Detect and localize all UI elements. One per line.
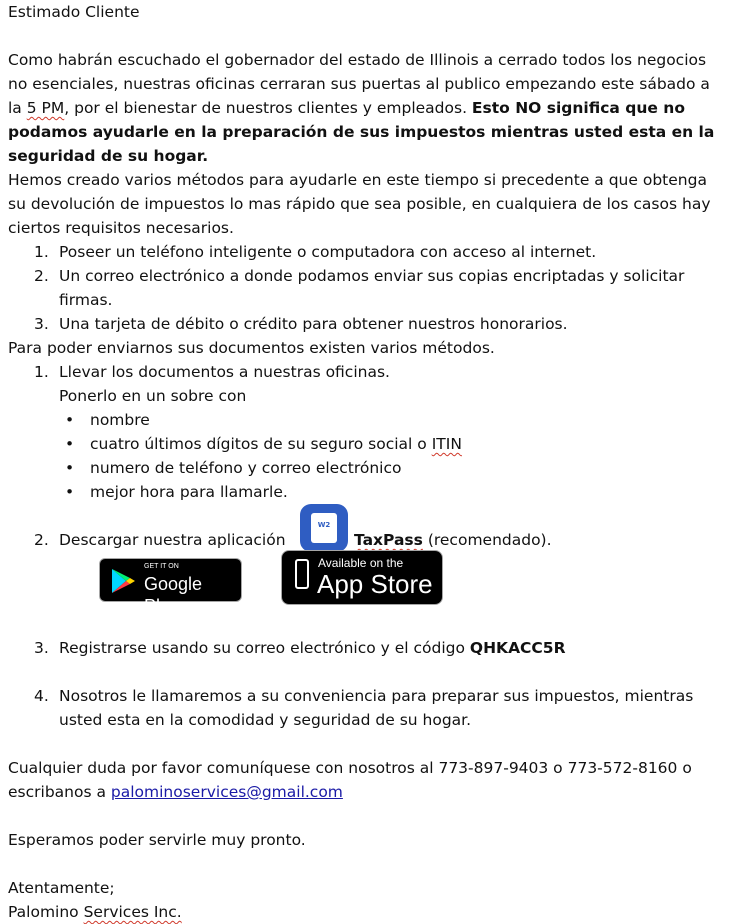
taxpass-app-icon[interactable]: [300, 504, 348, 552]
phone-icon: [295, 559, 309, 589]
contact-paragraph: [8, 756, 728, 804]
envelope-bullets: [59, 408, 728, 504]
registration-code: QHKACC5R: [469, 639, 566, 657]
methods-list-cont: [8, 636, 728, 660]
company-first: Palomino: [8, 903, 84, 921]
method3-text: Registrarse usando su correo electrónico y el código: [59, 639, 470, 657]
app-name: TaxPass: [354, 531, 423, 549]
method2-text: Descargar nuestra aplicación: [59, 531, 286, 549]
bullet-dot: •: [65, 435, 75, 453]
bullet-text: nombre: [90, 411, 150, 429]
method-item-2: [8, 504, 728, 552]
bullet-text: mejor hora para llamarle.: [90, 483, 288, 501]
store-badges: [8, 552, 728, 616]
requirement-text: Poseer un teléfono inteligente o computadora con acceso al internet.: [59, 243, 597, 261]
company-wavy: Services Inc.: [83, 903, 182, 921]
method-item-4: [8, 684, 728, 732]
method1-line2: Ponerlo en un sobre con: [59, 387, 247, 405]
send-intro: Para poder enviarnos sus documentos existen varios métodos.: [8, 339, 495, 357]
list-number: 2.: [34, 267, 49, 285]
bullet-dot: •: [65, 483, 75, 501]
list-number: 4.: [34, 687, 49, 705]
method1-line1: Llevar los documentos a nuestras oficinas.: [59, 363, 390, 381]
method2-appname-line: [354, 528, 552, 552]
bullet-text: cuatro últimos dígitos de su seguro social o: [90, 435, 432, 453]
company-name: [8, 900, 728, 924]
method4-text: Nosotros le llamaremos a su conveniencia para preparar sus impuestos, mientras usted esta en la comodidad y seguridad de su hogar.: [59, 687, 694, 729]
google-play-icon: [109, 567, 137, 595]
email-link[interactable]: palominoservices@gmail.com: [110, 783, 343, 801]
greeting: Estimado Cliente: [8, 3, 140, 21]
bullet-dot: •: [65, 411, 75, 429]
google-play-big: Google Play: [144, 574, 203, 616]
method-item-1: [8, 360, 728, 504]
itin-text: ITIN: [431, 435, 462, 453]
contact-text: Cualquier duda por favor comuníquese con nosotros al 773-897-9403 o 773-572-8160 o escribanos a: [8, 759, 692, 801]
method-item-3: [8, 636, 728, 660]
method2-suffix: (recomendado).: [422, 531, 552, 549]
google-play-small: GET IT ON: [144, 563, 179, 570]
app-store-badge[interactable]: [281, 550, 443, 605]
requirement-item: [8, 264, 728, 312]
requirement-text: Una tarjeta de débito o crédito para obtener nuestros honorarios.: [59, 315, 568, 333]
bullet-item: [59, 456, 728, 480]
w2-label: W2: [317, 521, 331, 529]
bullet-item: [59, 408, 728, 432]
list-number: 3.: [34, 315, 49, 333]
intro-text-2: , por el bienestar de nuestros clientes y empleados.: [64, 99, 472, 117]
signoff: Atentamente;: [8, 879, 115, 897]
intro-time: 5 PM: [26, 99, 65, 117]
bullet-item: [59, 432, 728, 456]
list-number: 1.: [34, 363, 49, 381]
list-number: 2.: [34, 531, 49, 549]
app-store-small: Available on the: [318, 556, 404, 570]
letter-document: [8, 0, 728, 924]
methods-list: [8, 360, 728, 504]
list-number: 1.: [34, 243, 49, 261]
list-number: 3.: [34, 639, 49, 657]
requirement-text: Un correo electrónico a donde podamos enviar sus copias encriptadas y solicitar firmas.: [59, 267, 685, 309]
bullet-text: numero de teléfono y correo electrónico: [90, 459, 402, 477]
intro-text: Como habrán escuchado el gobernador del estado de Illinois a cerrado todos los negocios no esenciales, nuestras oficinas cerraran sus puertas al publico empezando este sábado a la: [8, 51, 710, 117]
methods-list-cont-2: [8, 684, 728, 732]
bullet-item: [59, 480, 728, 504]
closing-line: Esperamos poder servirle muy pronto.: [8, 831, 306, 849]
w2-document-icon: [311, 513, 337, 543]
intro-bold: Esto NO significa que no podamos ayudarle en la preparación de sus impuestos mientras usted esta en la seguridad de su hogar.: [8, 99, 715, 165]
requirement-item: [8, 240, 728, 264]
app-store-big: App Store: [317, 569, 433, 599]
google-play-badge[interactable]: [99, 558, 242, 616]
methods-intro: Hemos creado varios métodos para ayudarle en este tiempo si precedente a que obtenga su devolución de impuestos lo mas rápido que sea posible, en cualquiera de los casos hay ciertos requisitos necesarios.: [8, 171, 711, 237]
bullet-dot: •: [65, 459, 75, 477]
intro-paragraph: [8, 48, 728, 168]
requirement-item: [8, 312, 728, 336]
requirements-list: [8, 240, 728, 336]
